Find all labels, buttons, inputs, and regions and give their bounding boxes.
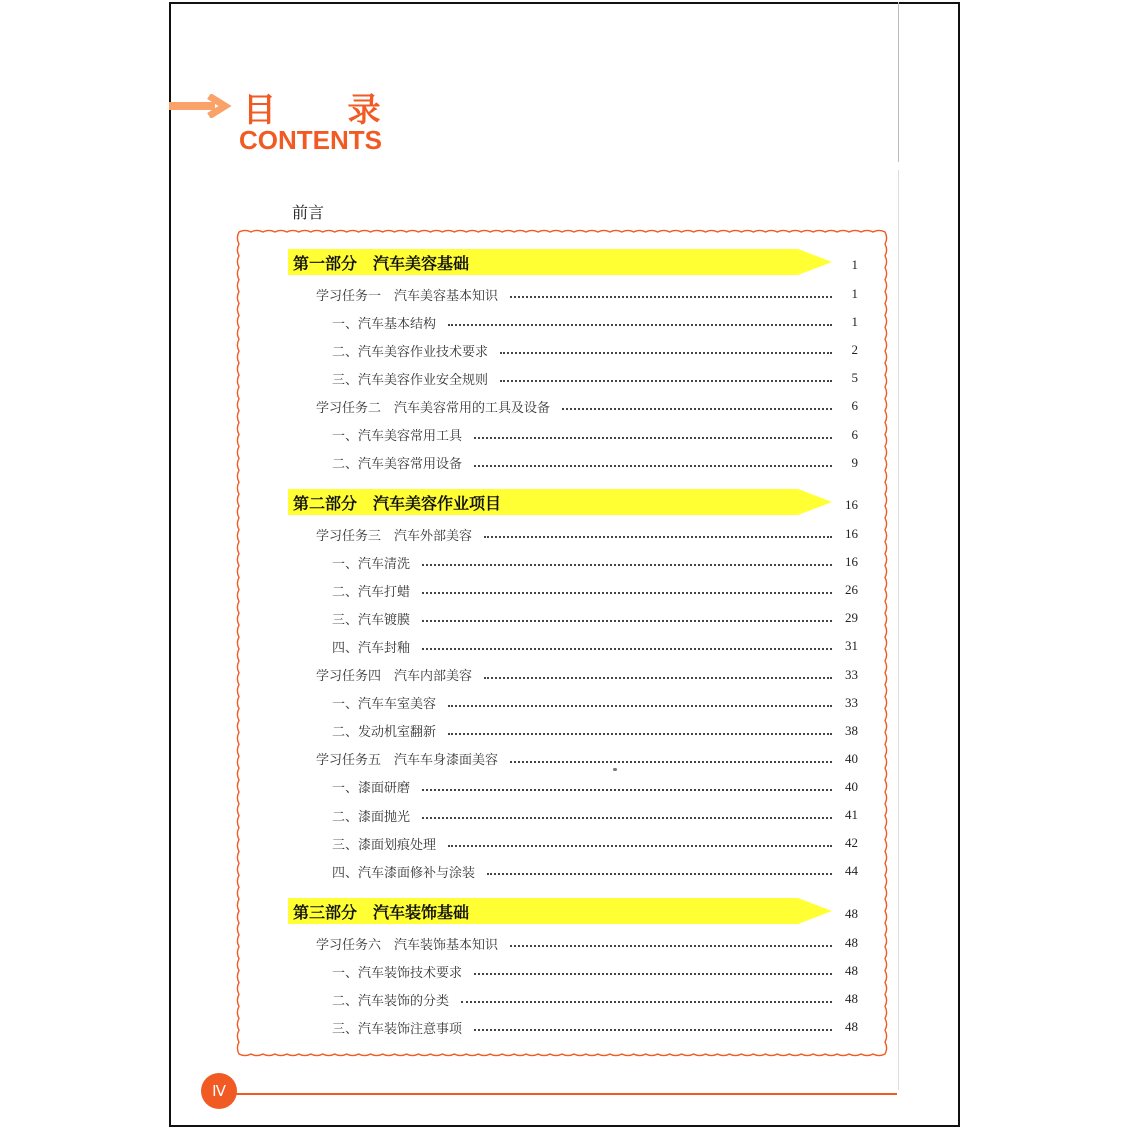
gutter-line <box>898 170 899 1090</box>
arrow-right-icon <box>169 94 235 118</box>
entry-page: 40 <box>845 778 858 794</box>
toc-task-entry[interactable] <box>316 523 858 545</box>
toc-subsection-entry[interactable] <box>332 960 858 982</box>
entry-page: 9 <box>851 454 858 470</box>
toc-subsection-entry[interactable] <box>332 804 858 826</box>
leader-dots <box>487 873 832 875</box>
entry-label: 二、汽车美容常用设备 <box>332 457 463 473</box>
leader-dots <box>510 296 832 298</box>
entry-page: 5 <box>851 370 858 386</box>
entry-page: 29 <box>845 610 858 626</box>
entry-label: 三、漆面划痕处理 <box>332 837 437 853</box>
part-page: 48 <box>845 906 858 921</box>
leader-dots <box>422 817 832 819</box>
leader-dots <box>461 1001 832 1003</box>
entry-page: 26 <box>845 582 858 598</box>
leader-dots <box>474 437 832 439</box>
toc-subsection-entry[interactable] <box>332 1016 858 1038</box>
entry-label: 三、汽车美容作业安全规则 <box>332 372 489 388</box>
entry-label: 学习任务一 汽车美容基本知识 <box>316 288 499 304</box>
toc-subsection-entry[interactable] <box>332 607 858 629</box>
entry-label: 学习任务六 汽车装饰基本知识 <box>316 937 499 953</box>
entry-label: 学习任务四 汽车内部美容 <box>316 669 473 684</box>
leader-dots <box>474 1029 832 1031</box>
entry-page: 33 <box>845 694 858 710</box>
entry-label: 四、汽车封釉 <box>332 640 411 656</box>
entry-label: 二、汽车打蜡 <box>332 584 411 600</box>
leader-dots <box>474 465 832 467</box>
toc-subsection-entry[interactable] <box>332 367 858 389</box>
entry-page: 48 <box>845 1019 858 1035</box>
entry-label: 二、发动机室翻新 <box>332 725 437 741</box>
toc-subsection-entry[interactable] <box>332 776 858 798</box>
entry-page: 2 <box>851 342 858 358</box>
entry-page: 44 <box>845 863 858 879</box>
entry-page: 1 <box>851 314 858 330</box>
part-title: 第三部分 汽车装饰基础 <box>293 903 470 922</box>
toc-subsection-entry[interactable] <box>332 452 858 474</box>
entry-page: 48 <box>845 963 858 979</box>
toc-subsection-entry[interactable] <box>332 579 858 601</box>
entry-label: 一、汽车基本结构 <box>332 316 437 332</box>
toc-subsection-entry[interactable] <box>332 988 858 1010</box>
entry-page: 48 <box>845 991 858 1007</box>
toc-preface[interactable]: 前言 <box>292 203 325 222</box>
part-page: 16 <box>845 497 858 512</box>
leader-dots <box>562 408 832 410</box>
footer-page-number: Ⅳ <box>201 1073 237 1109</box>
toc-subsection-entry[interactable] <box>332 635 858 657</box>
part-title: 第一部分 汽车美容基础 <box>293 254 470 273</box>
leader-dots <box>422 620 832 622</box>
toc-subsection-entry[interactable] <box>332 720 858 742</box>
entry-label: 一、汽车美容常用工具 <box>332 429 463 444</box>
leader-dots <box>448 845 832 847</box>
toc-subsection-entry[interactable] <box>332 424 858 446</box>
leader-dots <box>484 677 832 679</box>
leader-dots <box>510 761 832 763</box>
part-title: 第二部分 汽车美容作业项目 <box>293 494 502 513</box>
toc-subsection-entry[interactable] <box>332 860 858 882</box>
entry-page: 6 <box>851 398 858 414</box>
part-heading[interactable] <box>288 898 858 924</box>
entry-page: 16 <box>845 526 858 541</box>
entry-page: 31 <box>845 638 858 654</box>
entry-page: 1 <box>851 286 858 301</box>
toc-task-entry[interactable] <box>316 283 858 305</box>
entry-page: 41 <box>845 807 858 822</box>
leader-dots <box>448 733 832 735</box>
entry-label: 一、汽车清洗 <box>332 556 411 572</box>
entry-label: 三、汽车装饰注意事项 <box>332 1021 463 1037</box>
entry-label: 二、汽车装饰的分类 <box>332 993 450 1009</box>
leader-dots <box>448 705 832 707</box>
toc-subsection-entry[interactable] <box>332 339 858 361</box>
leader-dots <box>500 352 832 354</box>
entry-label: 四、汽车漆面修补与涂装 <box>332 865 476 881</box>
entry-label: 三、汽车镀膜 <box>332 612 411 628</box>
entry-page: 33 <box>845 666 858 682</box>
entry-label: 学习任务五 汽车车身漆面美容 <box>316 753 499 769</box>
entry-page: 6 <box>851 426 858 442</box>
entry-page: 48 <box>845 935 858 950</box>
footer-rule <box>232 1093 897 1095</box>
entry-label: 学习任务二 汽车美容常用的工具及设备 <box>316 400 551 416</box>
toc-subsection-entry[interactable] <box>332 551 858 573</box>
entry-label: 一、汽车装饰技术要求 <box>332 965 463 981</box>
entry-label: 一、汽车车室美容 <box>332 697 437 713</box>
entry-page: 40 <box>845 750 858 766</box>
part-page: 1 <box>851 257 858 272</box>
leader-dots <box>474 973 832 975</box>
entry-page: 42 <box>845 835 858 851</box>
gutter-line <box>898 2 899 162</box>
toc-subsection-entry[interactable] <box>332 692 858 714</box>
toc-task-entry[interactable] <box>316 932 858 954</box>
toc-subsection-entry[interactable] <box>332 311 858 333</box>
leader-dots <box>484 536 832 538</box>
toc-subsection-entry[interactable] <box>332 832 858 854</box>
entry-label: 二、漆面抛光 <box>332 809 411 825</box>
leader-dots <box>422 592 832 594</box>
leader-dots <box>500 380 832 382</box>
toc-task-entry[interactable] <box>316 395 858 417</box>
entry-label: 二、汽车美容作业技术要求 <box>332 344 489 360</box>
entry-label: 学习任务三 汽车外部美容 <box>316 528 473 544</box>
leader-dots <box>448 324 832 326</box>
toc-title-cn: 目 录 <box>243 90 411 129</box>
leader-dots <box>510 945 832 947</box>
leader-dots <box>422 564 832 566</box>
leader-dots <box>422 648 832 650</box>
entry-page: 16 <box>845 554 858 570</box>
leader-dots <box>422 789 832 791</box>
toc-task-entry[interactable] <box>316 664 858 686</box>
entry-page: 38 <box>845 722 858 738</box>
toc-title-en: CONTENTS <box>239 125 382 155</box>
toc-task-entry[interactable] <box>316 748 858 770</box>
entry-label: 一、漆面研磨 <box>332 781 411 797</box>
part-heading[interactable] <box>288 249 858 275</box>
print-speck <box>613 768 617 771</box>
part-heading[interactable] <box>288 489 858 515</box>
